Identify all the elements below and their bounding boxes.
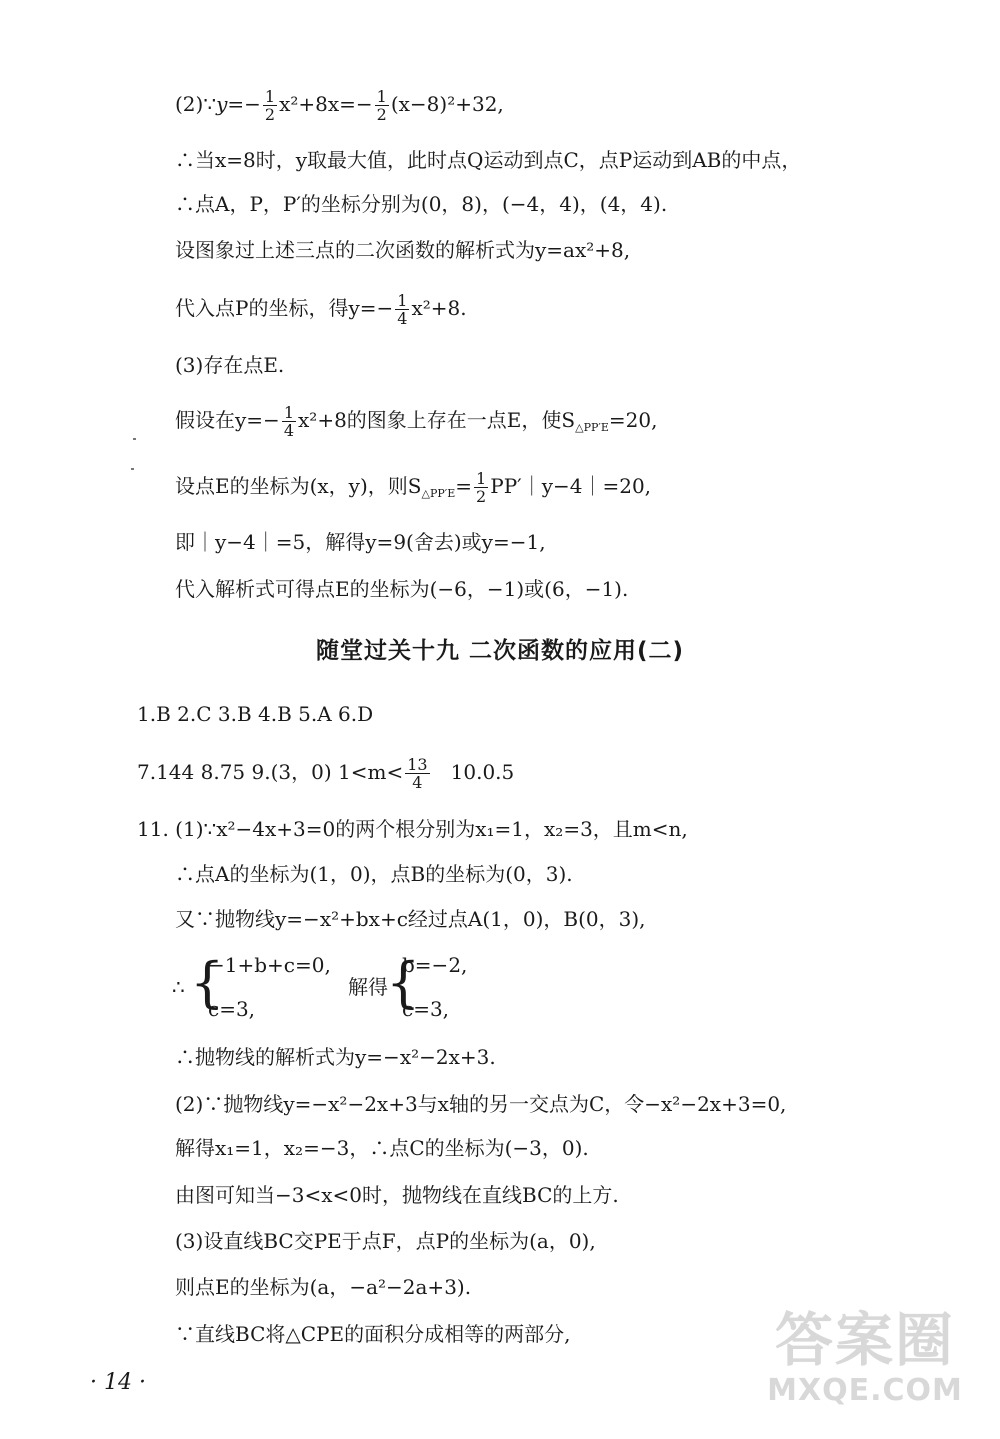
- equation: c=3,: [402, 997, 450, 1021]
- fraction-numerator: 1: [476, 469, 487, 488]
- fraction: [405, 756, 429, 791]
- text: x²+8x=−: [279, 92, 373, 116]
- fraction: [375, 88, 389, 123]
- text-line: [137, 756, 514, 791]
- watermark-bottom-text: MXQE.COM: [767, 1373, 963, 1408]
- text-line: (2)∵抛物线y=−x²−2x+3与x轴的另一交点为C，令−x²−2x+3=0,: [175, 1092, 787, 1116]
- text-line: 1.B 2.C 3.B 4.B 5.A 6.D: [137, 702, 374, 726]
- fraction-denominator: 4: [283, 421, 295, 440]
- text-line: [175, 88, 504, 123]
- text-line: 11. (1)∵x²−4x+3=0的两个根分别为x₁=1，x₂=3，且m<n,: [137, 817, 688, 841]
- text: 7.144 8.75 9.(3，0) 1<m<: [137, 760, 404, 784]
- fraction-numerator: 1: [397, 291, 408, 310]
- section-heading: 随堂过关十九 二次函数的应用(二): [315, 638, 685, 664]
- watermark-top-text: 答案圈: [774, 1306, 955, 1374]
- text-line: 解得x₁=1，x₂=−3，∴点C的坐标为(−3，0).: [175, 1136, 589, 1160]
- watermark-logo: [750, 1306, 980, 1424]
- text-line: [175, 404, 657, 439]
- text: (x−8)²+32,: [390, 92, 504, 116]
- scan-speck: [133, 438, 136, 440]
- text-line: 设图象过上述三点的二次函数的解析式为y=ax²+8,: [175, 238, 631, 262]
- text: =: [455, 474, 473, 498]
- fraction: [395, 292, 409, 327]
- equation: b=−2,: [402, 953, 468, 977]
- text: 设点E的坐标为(x，y)，则S: [175, 474, 422, 498]
- subscript: △PP′E: [421, 487, 456, 500]
- text: 10.0.5: [431, 760, 515, 784]
- text-line: (3)设直线BC交PE于点F，点P的坐标为(a，0),: [175, 1229, 596, 1253]
- text: 解得: [348, 975, 388, 999]
- text: x²+8.: [411, 296, 467, 320]
- fraction: [474, 470, 488, 505]
- fraction: [282, 404, 296, 439]
- fraction-numerator: 1: [376, 87, 387, 106]
- left-brace: {: [386, 951, 421, 1014]
- page-number: · 14 ·: [90, 1370, 146, 1395]
- equation-system: [172, 950, 592, 1028]
- text: x²+8的图象上存在一点E，使S: [298, 408, 576, 432]
- text-line: 由图可知当−3<x<0时，抛物线在直线BC的上方.: [175, 1183, 619, 1207]
- fraction-denominator: 4: [412, 773, 423, 792]
- text-line: ∵直线BC将△CPE的面积分成相等的两部分,: [175, 1322, 571, 1346]
- fraction: [263, 88, 277, 123]
- text: y=−: [216, 92, 261, 116]
- text-line: ∴点A的坐标为(1，0)，点B的坐标为(0，3).: [175, 862, 573, 886]
- text-line: 又∵抛物线y=−x²+bx+c经过点A(1，0)，B(0，3),: [175, 907, 646, 931]
- text-line: 代入解析式可得点E的坐标为(−6，−1)或(6，−1).: [175, 577, 629, 601]
- text: PP′｜y−4｜=20,: [490, 474, 652, 498]
- fraction-denominator: 2: [476, 487, 487, 506]
- equation: −1+b+c=0,: [208, 953, 331, 977]
- left-brace: {: [190, 951, 225, 1014]
- text-line: (3)存在点E.: [175, 353, 285, 377]
- fraction-numerator: 13: [407, 755, 428, 774]
- fraction-denominator: 2: [264, 105, 276, 124]
- text-line: 则点E的坐标为(a，−a²−2a+3).: [175, 1275, 472, 1299]
- text: =20,: [608, 408, 658, 432]
- text: 假设在y=−: [175, 408, 280, 432]
- fraction-denominator: 2: [376, 105, 387, 124]
- scan-speck: [131, 468, 134, 470]
- text: (2)∵: [175, 92, 217, 116]
- text-line: ∴点A，P，P′的坐标分别为(0，8)，(−4，4)，(4，4).: [175, 192, 668, 216]
- text-line: ∴抛物线的解析式为y=−x²−2x+3.: [175, 1045, 496, 1069]
- text-line: [175, 292, 467, 327]
- equation: c=3,: [208, 997, 256, 1021]
- text-line: [175, 470, 651, 505]
- subscript: △PP′E: [575, 421, 609, 434]
- text-line: 即｜y−4｜=5，解得y=9(舍去)或y=−1,: [175, 530, 546, 554]
- fraction-denominator: 4: [397, 309, 408, 328]
- fraction-numerator: 1: [264, 87, 276, 106]
- text: 代入点P的坐标，得y=−: [175, 296, 394, 320]
- therefore-symbol: ∴: [172, 975, 185, 999]
- text-line: ∴当x=8时，y取最大值，此时点Q运动到点C，点P运动到AB的中点，: [175, 148, 802, 172]
- fraction-numerator: 1: [283, 403, 295, 422]
